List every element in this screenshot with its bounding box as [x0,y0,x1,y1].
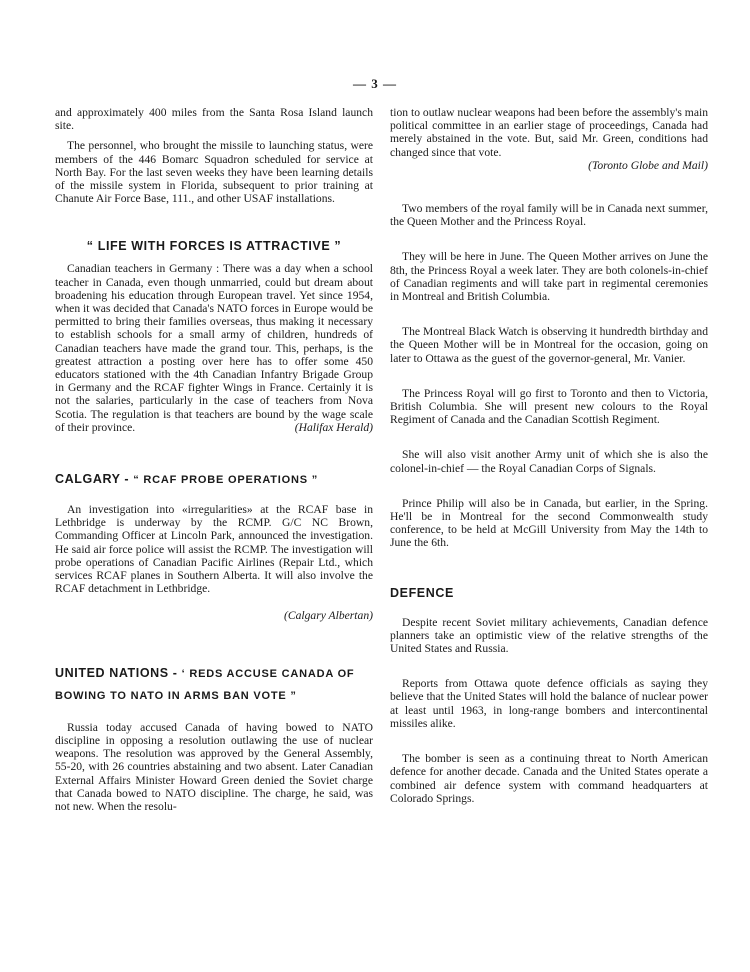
paragraph-un-continued: tion to outlaw nuclear weapons had been before the assembly's main political committee in an earlier stage of proceedings, Canada had merely abstained in the vote. But, said Mr. Green, conditions had changed since that vote. [390,106,708,159]
paragraph-royal-visit-2: They will be here in June. The Queen Mother arrives on June the 8th, the Princess Royal a week later. They are both colonels-in-chief of Canadian regiments and will take part in regimental ceremonies in Montreal and British Columbia. [390,250,708,304]
paragraph-bomarc-personnel: The personnel, who brought the missile to launching status, were members of the 446 Bomarc Squadron scheduled for service at North Bay. For the last seven weeks they have been learning details of the missile system in Florida, subsequent to prior training at Chanute Air Force Base, 111., and other USAF installations. [55,139,373,206]
paragraph-royal-visit-1: Two members of the royal family will be in Canada next summer, the Queen Mother and the Princess Royal. [390,202,708,229]
left-column [55,106,373,813]
heading-calgary-title: “ RCAF PROBE OPERATIONS ” [133,474,319,487]
paragraph-teachers-text: Canadian teachers in Germany : There was a day when a school teacher in Canada, even though unmarried, could but dream about broadening his education through European travel. Yet since 1954, when it was decided that Canada's NATO forces in Europe would be permitted to bring their families overseas, thus making it necessary to establish schools for a small army of children, hundreds of Canadian teachers have made the grand tour. This, perhaps, is the greatest attraction a posting over here has to offer some 450 educators stationed with the 4th Canadian Infantry Brigade Group in Germany and the RCAF fighter Wings in France. Certainly it is not the salaries, particularly in the case of teachers from Nova Scotia. The regulation is that teachers are bound by the wage scale of their province. [55,262,373,434]
right-column [390,106,708,805]
paragraph-royal-visit-6: Prince Philip will also be in Canada, but earlier, in the Spring. He'll be in Montreal for the second Commonwealth study conference, to be held at McGill University from May the 14th to June the 6th. [390,496,708,550]
heading-calgary-place: CALGARY - [55,472,134,487]
paragraph-royal-visit-4: The Princess Royal will go first to Toronto and then to Victoria, British Columbia. She will present new colours to the Royal Regiment of Canada and the Canadian Scottish Regiment. [390,386,708,427]
paragraph-rcaf-probe: An investigation into «irregularities» at the RCAF base in Lethbridge is underway by the RCMP. G/C NC Brown, Commanding Officer at Lincoln Park, announced the investigation. He said air force police will assist the RCMP. The investigation will probe operations of Canadian Pacific Airlines (Repair Ltd., which services RCAF planes in Southern Alberta. It will also involve the RCAF detachment in Lethbridge. [55,503,373,596]
paragraph-royal-visit-3: The Montreal Black Watch is observing it hundredth birthday and the Queen Mother will be in Montreal for the occasion, going on later to Ottawa as the guest of the governor-general, Mr. Vanier. [390,325,708,365]
source-halifax-herald: (Halifax Herald) [294,420,373,434]
source-calgary-albertan: (Calgary Albertan) [284,609,373,623]
source-toronto-globe: (Toronto Globe and Mail) [588,158,708,172]
paragraph-un-resolution: Russia today accused Canada of having bowed to NATO discipline in opposing a resolution outlawing the use of nuclear weapons. The resolution was approved by the General Assembly, 55-20, with 26 countries abstaining and two absent. Later Canadian External Affairs Minister Howard Green denied the Soviet charge that Canada bowed to NATO discipline. The charge, he said, was not new. When the resolu- [55,720,373,813]
paragraph-bomarc-continued: and approximately 400 miles from the Santa Rosa Island launch site. [55,106,373,133]
heading-life-with-forces: “ LIFE WITH FORCES IS ATTRACTIVE ” [86,239,342,254]
heading-defence: DEFENCE [390,585,454,600]
heading-calgary [55,470,373,489]
paragraph-defence-2: Reports from Ottawa quote defence officials as saying they believe that the United States will hold the balance of nuclear power at least until 1963, in long-range bombers and intercontinental missiles alike. [390,677,708,730]
page-number: — 3 — [353,76,397,91]
paragraph-defence-1: Despite recent Soviet military achievements, Canadian defence planners take an optimistic view of the relative strengths of the United States and Russia. [390,615,708,656]
paragraph-teachers-germany [55,262,373,434]
heading-united-nations [55,663,373,707]
paragraph-royal-visit-5: She will also visit another Army unit of which she is also the colonel-in-chief — the Royal Canadian Corps of Signals. [390,448,708,475]
paragraph-defence-3: The bomber is seen as a continuing threat to North American defence for another decade. Canada and the United States operate a combined air defence system with command headquarters at Colorado Springs. [390,752,708,805]
heading-un-title: ‘ REDS ACCUSE CANADA OF BOWING TO NATO IN ARMS BAN VOTE ” [55,667,355,702]
heading-un-place: UNITED NATIONS - [55,665,182,680]
